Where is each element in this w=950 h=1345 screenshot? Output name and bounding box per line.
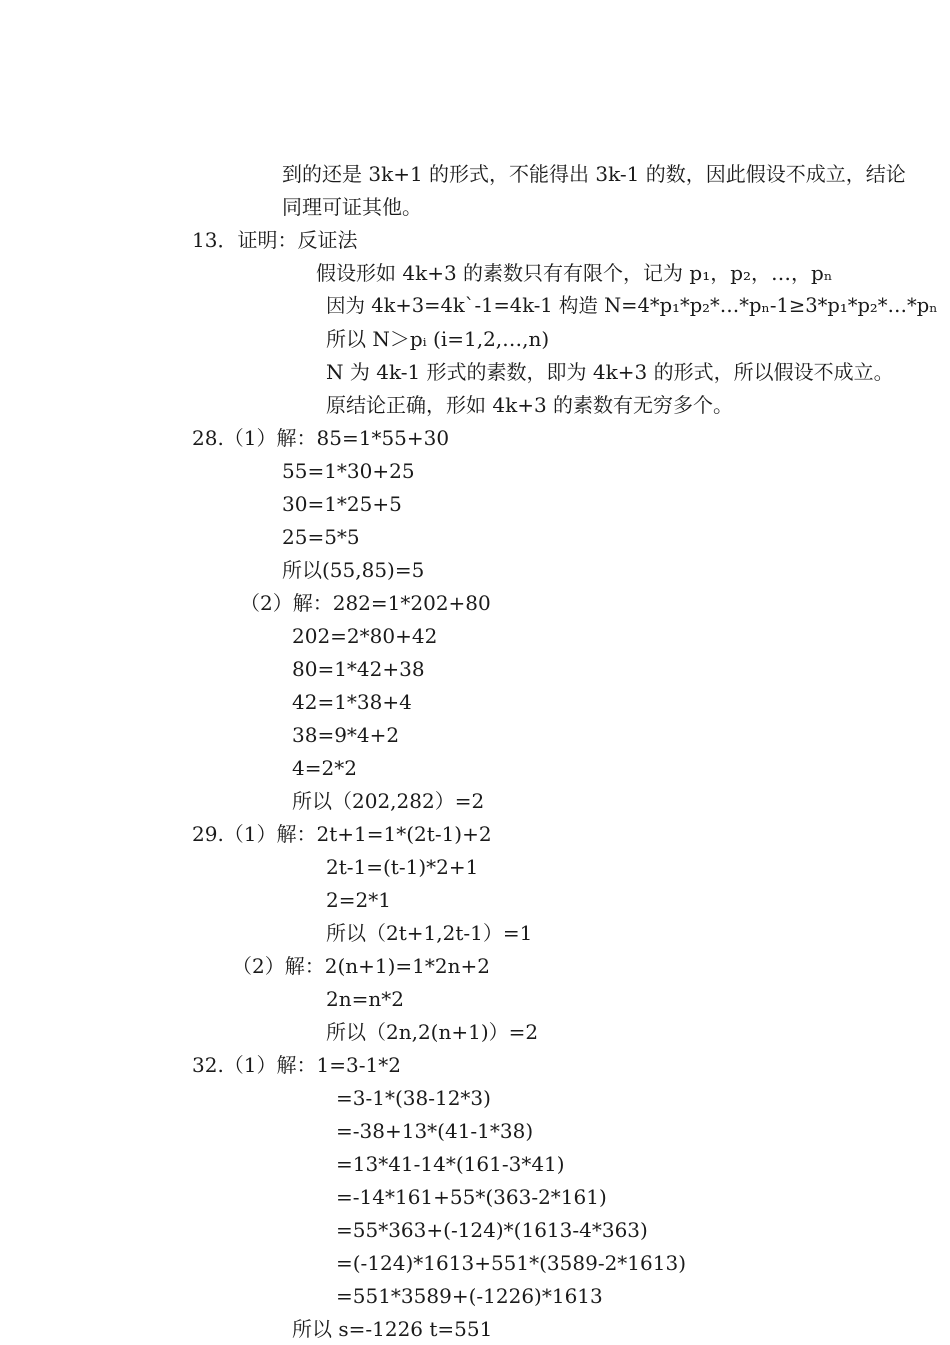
text-line: 假设形如 4k+3 的素数只有有限个，记为 p₁，p₂，…，pₙ (316, 261, 833, 285)
equation-line: 42=1*38+4 (292, 690, 412, 714)
equation-line: =13*41-14*(161-3*41) (336, 1152, 565, 1176)
section-heading: 29.（1）解：2t+1=1*(2t-1)+2 (192, 822, 492, 846)
text-line: 原结论正确，形如 4k+3 的素数有无穷多个。 (326, 393, 734, 417)
equation-line: 2n=n*2 (326, 987, 404, 1011)
equation-line: =-14*161+55*(363-2*161) (336, 1185, 607, 1209)
equation-line: =55*363+(-124)*(1613-4*363) (336, 1218, 648, 1242)
section-heading: 28.（1）解：85=1*55+30 (192, 426, 450, 450)
subsection-heading: （2）解：282=1*202+80 (240, 591, 491, 615)
text-line: 因为 4k+3=4k`-1=4k-1 构造 N=4*p₁*p₂*…*pₙ-1≥3*p₁*p₂*…*pₙ (326, 294, 938, 317)
conclusion-line: 所以（2t+1,2t-1）=1 (326, 921, 533, 945)
conclusion-line: 所以(55,85)=5 (282, 558, 425, 582)
section-heading: 13．证明：反证法 (192, 228, 358, 252)
subsection-heading: （2）解：2(n+1)=1*2n+2 (232, 954, 490, 978)
equation-line: 80=1*42+38 (292, 657, 425, 681)
section-heading: 32.（1）解：1=3-1*2 (192, 1053, 401, 1077)
equation-line: 25=5*5 (282, 525, 360, 549)
equation-line: 2=2*1 (326, 888, 391, 912)
equation-line: =(-124)*1613+551*(3589-2*1613) (336, 1251, 687, 1275)
equation-line: 202=2*80+42 (292, 624, 438, 648)
conclusion-line: 所以（202,282）=2 (292, 789, 485, 813)
conclusion-line: 所以 s=-1226 t=551 (292, 1317, 493, 1341)
text-line: 到的还是 3k+1 的形式，不能得出 3k-1 的数，因此假设不成立，结论 (282, 162, 906, 186)
equation-line: 55=1*30+25 (282, 459, 415, 483)
text-line: 所以 N＞pᵢ (i=1,2,…,n) (326, 327, 550, 351)
conclusion-line: 所以（2n,2(n+1)）=2 (326, 1020, 539, 1044)
equation-line: 30=1*25+5 (282, 492, 402, 516)
equation-line: =-38+13*(41-1*38) (336, 1119, 534, 1143)
equation-line: 38=9*4+2 (292, 723, 400, 747)
equation-line: 2t-1=(t-1)*2+1 (326, 855, 479, 879)
equation-line: =3-1*(38-12*3) (336, 1086, 491, 1110)
equation-line: 4=2*2 (292, 756, 357, 780)
text-line: N 为 4k-1 形式的素数，即为 4k+3 的形式，所以假设不成立。 (326, 360, 894, 384)
text-line: 同理可证其他。 (282, 195, 422, 219)
equation-line: =551*3589+(-1226)*1613 (336, 1284, 603, 1308)
